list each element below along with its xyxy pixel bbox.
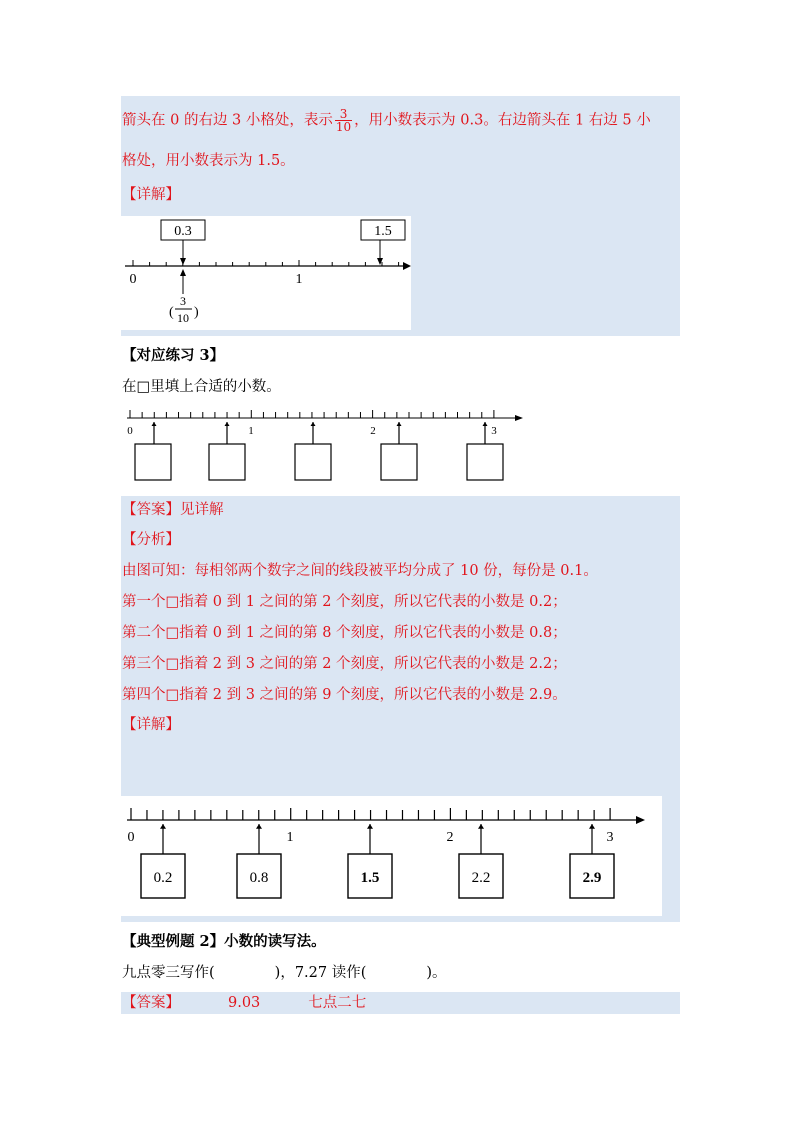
- axis-ticks-3: [131, 808, 610, 820]
- tick-label-1: 1: [248, 425, 254, 437]
- filled-box-2-value: 0.8: [249, 870, 269, 886]
- axis-arrow-3: [636, 816, 645, 824]
- pointer-arrowhead: [225, 422, 230, 426]
- tick-label-2: 2: [370, 425, 376, 437]
- pointer-arrowhead: [367, 824, 373, 829]
- detail-1-heading: 【详解】: [122, 187, 180, 203]
- number-line-1-svg: [121, 216, 411, 330]
- analysis-3-line-4: 第三个□指着 2 到 3 之间的第 2 个刻度，所以它代表的小数是 2.2；: [122, 656, 567, 672]
- question-part-b: )，7.27 读作(: [274, 965, 367, 981]
- tick-label-0: 0: [127, 425, 133, 437]
- tick-label-3: 3: [606, 830, 614, 845]
- fraction-three-tenths: [335, 108, 352, 133]
- practice-3-heading: 【对应练习 3】: [122, 347, 225, 364]
- filled-box-1-value: 0.2: [153, 870, 173, 886]
- pointer-arrowhead: [160, 824, 166, 829]
- filled-box-3-value: 1.5: [360, 870, 380, 886]
- label-left: 0.3: [174, 224, 192, 239]
- pointer-arrowhead: [152, 422, 157, 426]
- fraction-num-fig: 3: [180, 294, 186, 308]
- answer-box-2[interactable]: [209, 444, 245, 480]
- answer-3-line: 【答案】见详解: [122, 502, 224, 518]
- fraction-denominator: 10: [335, 120, 352, 134]
- fraction-den-fig: 10: [177, 311, 189, 325]
- pointer-arrows-3: [160, 824, 595, 854]
- fraction-numerator: 3: [339, 107, 348, 121]
- filled-box-4-value: 2.2: [471, 870, 491, 886]
- practice-3-instruction: 在□里填上合适的小数。: [122, 379, 281, 395]
- axis-arrow-2: [515, 415, 523, 421]
- paren-open: (: [169, 305, 174, 320]
- filled-box-5-value: 2.9: [582, 870, 602, 886]
- axis-arrow: [403, 262, 411, 270]
- analysis-1-line-1: [122, 108, 651, 133]
- answer-box-4[interactable]: [381, 444, 417, 480]
- pointer-arrows-2: [152, 422, 488, 444]
- up-arrowhead: [180, 269, 186, 276]
- number-line-figure-2: [123, 408, 525, 484]
- number-line-figure-3: [121, 796, 662, 916]
- question-part-c: )。: [426, 965, 447, 981]
- tick-label-1: 1: [295, 272, 303, 287]
- example-2-question: [122, 963, 447, 983]
- answer-value-2: 七点二七: [308, 995, 367, 1011]
- axis-ticks: [133, 260, 399, 266]
- tick-label-3: 3: [491, 425, 497, 437]
- analysis-3-line-1: 由图可知：每相邻两个数字之间的线段被平均分成了 10 份，每份是 0.1。: [122, 563, 598, 579]
- number-line-3-svg: [121, 796, 662, 916]
- answer-box-5[interactable]: [467, 444, 503, 480]
- analysis-3-line-2: 第一个□指着 0 到 1 之间的第 2 个刻度，所以它代表的小数是 0.2；: [122, 594, 567, 610]
- pointer-arrowhead: [589, 824, 595, 829]
- pointer-arrowhead: [397, 422, 402, 426]
- number-line-figure-1: [121, 216, 411, 330]
- number-line-2-svg: [123, 408, 525, 484]
- answer-value-1: 9.03: [228, 995, 261, 1011]
- answer-box-1[interactable]: [135, 444, 171, 480]
- pointer-arrowhead: [483, 422, 488, 426]
- detail-3-heading: 【详解】: [122, 717, 180, 733]
- pointer-arrowhead: [478, 824, 484, 829]
- label-right: 1.5: [374, 224, 392, 239]
- paren-close: ): [194, 305, 199, 320]
- tick-label-0: 0: [127, 830, 135, 845]
- tick-label-2: 2: [446, 830, 454, 845]
- example-2-heading: 【典型例题 2】小数的读写法。: [122, 933, 326, 950]
- analysis-1-text-a: 箭头在 0 的右边 3 小格处，表示: [122, 112, 333, 129]
- answer-label: 【答案】: [122, 995, 180, 1011]
- analysis-3-heading: 【分析】: [122, 532, 180, 548]
- analysis-3-line-3: 第二个□指着 0 到 1 之间的第 8 个刻度，所以它代表的小数是 0.8；: [122, 625, 567, 641]
- tick-label-1: 1: [286, 830, 294, 845]
- example-2-answer: [122, 993, 366, 1013]
- pointer-arrowhead: [256, 824, 262, 829]
- analysis-1-text-b: ，用小数表示为 0.3。右边箭头在 1 右边 5 小: [354, 112, 651, 129]
- pointer-arrowhead: [311, 422, 316, 426]
- analysis-1-line-2: 格处，用小数表示为 1.5。: [122, 153, 295, 169]
- axis-ticks-2: [130, 410, 494, 418]
- tick-label-0: 0: [129, 272, 137, 287]
- answer-box-3[interactable]: [295, 444, 331, 480]
- analysis-3-line-5: 第四个□指着 2 到 3 之间的第 9 个刻度，所以它代表的小数是 2.9。: [122, 687, 567, 703]
- question-part-a: 九点零三写作(: [122, 965, 215, 981]
